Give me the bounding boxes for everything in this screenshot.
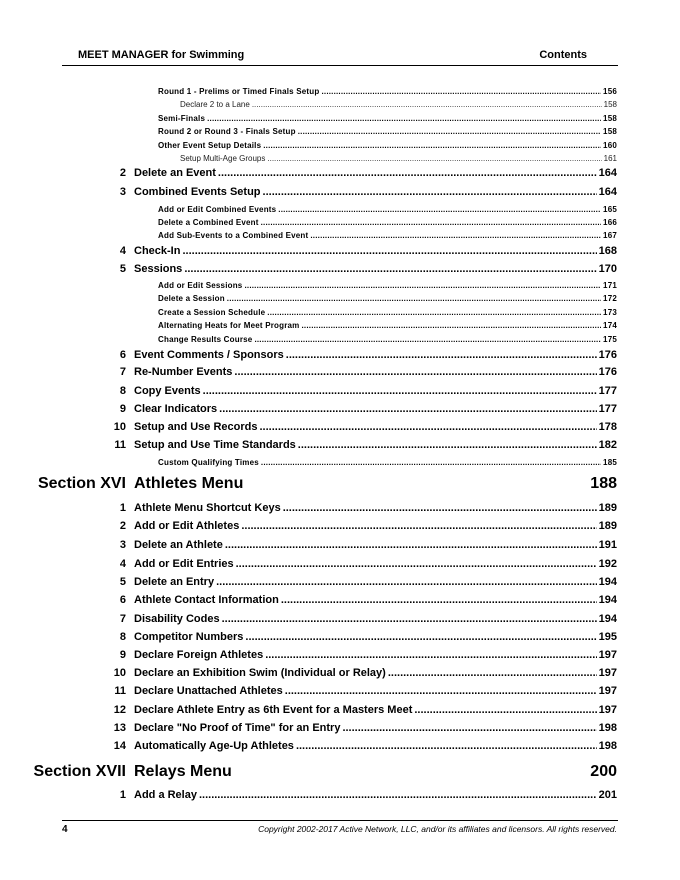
toc-entry-title: Declare an Exhibition Swim (Individual or Relay) (134, 666, 386, 679)
toc-entry[interactable] (0, 520, 617, 532)
toc-entry-page: 178 (598, 420, 617, 433)
toc-entry-page: 156 (603, 87, 617, 96)
toc-entry-number: 10 (113, 666, 126, 679)
toc-entry-page: 160 (603, 141, 617, 150)
toc-entry-page: 174 (603, 321, 617, 330)
header-title: MEET MANAGER for Swimming (78, 49, 245, 61)
toc-entry[interactable] (0, 294, 617, 303)
dot-leader (298, 439, 597, 451)
toc-entry-title: Round 2 or Round 3 - Finals Setup (158, 127, 296, 136)
toc-entry-title: Athletes Menu (134, 475, 244, 492)
dot-leader (286, 349, 597, 361)
toc-entry[interactable] (0, 458, 617, 467)
toc-entry-page: 161 (603, 154, 617, 163)
toc-entry-number: 11 (114, 684, 126, 697)
toc-entry-page: 197 (598, 666, 617, 679)
toc-entry[interactable] (0, 349, 617, 361)
toc-entry[interactable] (0, 439, 617, 451)
toc-entry-title: Check-In (134, 244, 181, 257)
toc-entry-page: 182 (598, 438, 617, 451)
toc-entry-page: 191 (598, 538, 617, 551)
toc-entry-title: Delete a Session (158, 294, 225, 303)
toc-entry-title: Delete an Event (134, 166, 216, 179)
dot-leader (281, 594, 597, 606)
dot-leader (263, 141, 601, 150)
toc-entry-title: Change Results Course (158, 335, 253, 344)
toc-entry[interactable] (0, 594, 617, 606)
toc-entry[interactable] (0, 403, 617, 415)
toc-entry[interactable] (0, 576, 617, 588)
toc-entry-page: 177 (598, 384, 617, 397)
toc-entry-title: Add Sub-Events to a Combined Event (158, 231, 309, 240)
toc-entry-number: 2 (119, 519, 126, 532)
dot-leader (283, 502, 597, 514)
toc-entry-page: 164 (598, 185, 617, 198)
toc-entry-page: 194 (598, 593, 617, 606)
toc-entry-page: 197 (598, 684, 617, 697)
toc-entry-title: Other Event Setup Details (158, 141, 262, 150)
toc-entry-number: 14 (113, 739, 126, 752)
toc-entry[interactable] (0, 740, 617, 752)
toc-entry-number: 11 (114, 438, 126, 451)
toc-entry-title: Setup Multi-Age Groups (180, 154, 266, 163)
dot-leader (310, 231, 601, 240)
dot-leader (245, 631, 596, 643)
toc-entry-page: 185 (603, 458, 617, 467)
toc-entry-number: 8 (119, 384, 126, 397)
toc-entry-page: 200 (590, 763, 617, 780)
header-section: Contents (539, 49, 587, 61)
toc-entry-title: Sessions (134, 262, 183, 275)
dot-leader (254, 335, 601, 344)
toc-entry-page: 189 (598, 501, 617, 514)
dot-leader (234, 366, 596, 378)
toc-entry-title: Create a Session Schedule (158, 308, 266, 317)
toc-entry-number: 6 (119, 593, 126, 606)
toc-entry-page: 197 (598, 703, 617, 716)
toc-entry-title: Athlete Menu Shortcut Keys (134, 501, 281, 514)
dot-leader (241, 520, 596, 532)
toc-entry-page: 164 (598, 166, 617, 179)
dot-leader (298, 127, 601, 136)
toc-entry-page: 195 (598, 630, 617, 643)
toc-entry-number: 10 (113, 420, 126, 433)
toc-entry-title: Disability Codes (134, 612, 220, 625)
toc-entry-title: Relays Menu (134, 763, 232, 780)
toc-entry-page: 170 (598, 262, 617, 275)
toc-entry-title: Combined Events Setup (134, 185, 261, 198)
toc-entry-title: Athlete Contact Information (134, 593, 279, 606)
toc-entry-number: 1 (119, 501, 126, 514)
toc-entry-page: 173 (603, 308, 617, 317)
dot-leader (342, 722, 596, 734)
dot-leader (261, 458, 601, 467)
toc-entry-page: 165 (603, 205, 617, 214)
toc-entry-title: Copy Events (134, 384, 201, 397)
toc-entry-page: 198 (598, 721, 617, 734)
toc-entry-number: 9 (119, 402, 126, 415)
toc-entry-page: 168 (598, 244, 617, 257)
dot-leader (261, 218, 601, 227)
toc-entry-title: Setup and Use Time Standards (134, 438, 296, 451)
dot-leader (203, 385, 597, 397)
dot-leader (278, 205, 601, 214)
toc-entry-title: Delete an Athlete (134, 538, 223, 551)
toc-entry[interactable] (0, 100, 617, 109)
toc-entry-page: 158 (603, 114, 617, 123)
toc-entry-page: 176 (598, 365, 617, 378)
toc-entry-title: Declare 2 to a Lane (180, 100, 250, 109)
toc-entry-title: Setup and Use Records (134, 420, 258, 433)
copyright-notice: Copyright 2002-2017 Active Network, LLC, and/or its affiliates and licensors. All rights reserved. (258, 824, 617, 834)
dot-leader (216, 576, 597, 588)
toc-entry-page: 176 (598, 348, 617, 361)
footer-rule (62, 820, 618, 821)
toc-entry-number: 5 (119, 262, 126, 275)
toc-entry-page: 158 (603, 100, 617, 109)
dot-leader (263, 186, 597, 198)
dot-leader (267, 154, 601, 163)
dot-leader (182, 245, 596, 257)
toc-entry[interactable] (0, 385, 617, 397)
toc-entry[interactable] (0, 539, 617, 551)
toc-entry[interactable] (0, 245, 617, 257)
dot-leader (225, 539, 597, 551)
toc-entry[interactable] (0, 321, 617, 330)
toc-entry[interactable] (0, 167, 617, 179)
toc-entry[interactable] (0, 667, 617, 679)
toc-entry-title: Re-Number Events (134, 365, 233, 378)
toc-entry-page: 194 (598, 612, 617, 625)
toc-entry-page: 167 (603, 231, 617, 240)
dot-leader (219, 403, 597, 415)
dot-leader (321, 87, 601, 96)
page-number: 4 (62, 824, 68, 835)
toc-entry[interactable] (0, 649, 617, 661)
toc-entry-title: Alternating Heats for Meet Program (158, 321, 300, 330)
toc-entry-page: 171 (603, 281, 617, 290)
dot-leader (199, 789, 597, 801)
dot-leader (236, 558, 597, 570)
dot-leader (252, 100, 602, 109)
toc-entry-number: 4 (119, 557, 126, 570)
toc-entry-title: Add or Edit Entries (134, 557, 234, 570)
toc-entry[interactable] (0, 613, 617, 625)
toc-entry[interactable] (0, 308, 617, 317)
toc-entry-title: Declare Foreign Athletes (134, 648, 264, 661)
toc-entry-page: 189 (598, 519, 617, 532)
toc-entry-title: Declare "No Proof of Time" for an Entry (134, 721, 341, 734)
toc-entry[interactable] (0, 558, 617, 570)
toc-entry-page: 194 (598, 575, 617, 588)
toc-entry-page: 158 (603, 127, 617, 136)
toc-entry-title: Declare Athlete Entry as 6th Event for a Masters Meet (134, 703, 413, 716)
toc-entry-number: 9 (119, 648, 126, 661)
dot-leader (207, 114, 601, 123)
toc-entry-number: 2 (119, 166, 126, 179)
toc-entry[interactable] (0, 127, 617, 136)
toc-entry-number: 13 (113, 721, 126, 734)
dot-leader (302, 321, 602, 330)
toc-entry-title: Clear Indicators (134, 402, 218, 415)
toc-entry-title: Competitor Numbers (134, 630, 244, 643)
toc-entry-title: Add or Edit Sessions (158, 281, 243, 290)
toc-entry[interactable] (0, 366, 617, 378)
toc-entry[interactable] (0, 205, 617, 214)
toc-entry-page: 172 (603, 294, 617, 303)
dot-leader (388, 667, 597, 679)
toc-entry-title: Add or Edit Athletes (134, 519, 240, 532)
toc-entry[interactable] (0, 421, 617, 433)
toc-entry-page: 201 (598, 788, 617, 801)
header-rule (62, 65, 618, 66)
dot-leader (244, 281, 601, 290)
toc-entry-title: Add or Edit Combined Events (158, 205, 277, 214)
toc-entry-page: 177 (598, 402, 617, 415)
dot-leader (259, 421, 596, 433)
toc-entry[interactable] (0, 335, 617, 344)
toc-entry-number: 7 (119, 612, 126, 625)
dot-leader (414, 704, 596, 716)
toc-entry[interactable] (0, 87, 617, 96)
dot-leader (184, 263, 596, 275)
toc-entry-number: 8 (119, 630, 126, 643)
toc-entry-title: Round 1 - Prelims or Timed Finals Setup (158, 87, 320, 96)
toc-entry[interactable] (0, 685, 617, 697)
toc-section-heading[interactable] (0, 763, 617, 781)
toc-entry-number: 6 (119, 348, 126, 361)
dot-leader (222, 613, 597, 625)
toc-entry-number: 1 (119, 788, 126, 801)
toc-entry-page: 197 (598, 648, 617, 661)
dot-leader (285, 685, 597, 697)
toc-entry[interactable] (0, 789, 617, 801)
toc-entry-page: 166 (603, 218, 617, 227)
dot-leader (296, 740, 597, 752)
toc-entry-title: Declare Unattached Athletes (134, 684, 283, 697)
toc-entry-title: Semi-Finals (158, 114, 206, 123)
toc-section-heading[interactable] (0, 475, 617, 493)
toc-entry-title: Automatically Age-Up Athletes (134, 739, 294, 752)
toc-entry-page: 188 (590, 475, 617, 492)
toc-entry[interactable] (0, 722, 617, 734)
toc-entry-page: 192 (598, 557, 617, 570)
toc-entry[interactable] (0, 141, 617, 150)
toc-entry-title: Custom Qualifying Times (158, 458, 259, 467)
toc-entry[interactable] (0, 186, 617, 198)
toc-entry-number: 12 (113, 703, 126, 716)
toc-entry-page: 198 (598, 739, 617, 752)
toc-entry-number: Section XVI (37, 475, 126, 492)
toc-entry[interactable] (0, 281, 617, 290)
toc-entry[interactable] (0, 263, 617, 275)
dot-leader (265, 649, 596, 661)
toc-entry[interactable] (0, 218, 617, 227)
toc-entry-title: Delete a Combined Event (158, 218, 259, 227)
toc-entry[interactable] (0, 631, 617, 643)
toc-entry-title: Add a Relay (134, 788, 197, 801)
toc-entry-number: Section XVII (33, 763, 126, 780)
toc-entry-number: 7 (119, 365, 126, 378)
toc-entry-number: 4 (119, 244, 126, 257)
dot-leader (218, 167, 597, 179)
toc-entry-number: 3 (119, 185, 126, 198)
toc-entry-page: 175 (603, 335, 617, 344)
dot-leader (267, 308, 601, 317)
toc-entry[interactable] (0, 231, 617, 240)
toc-entry-title: Event Comments / Sponsors (134, 348, 284, 361)
toc-entry[interactable] (0, 114, 617, 123)
toc-entry[interactable] (0, 704, 617, 716)
toc-entry-number: 5 (119, 575, 126, 588)
toc-entry[interactable] (0, 154, 617, 163)
toc-entry[interactable] (0, 502, 617, 514)
toc-entry-number: 3 (119, 538, 126, 551)
toc-entry-title: Delete an Entry (134, 575, 215, 588)
dot-leader (227, 294, 601, 303)
